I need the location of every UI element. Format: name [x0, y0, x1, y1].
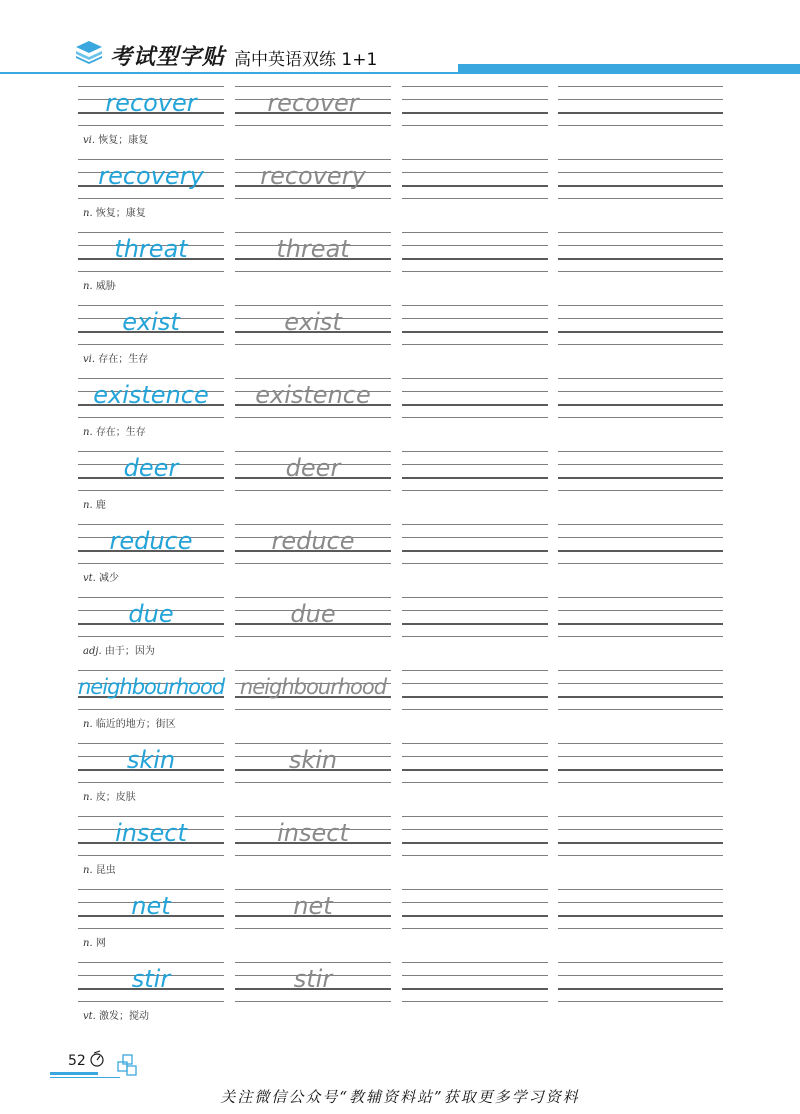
- blank-practice-cell[interactable]: [558, 597, 723, 639]
- guide-line: [402, 232, 548, 233]
- word-meaning: [83, 277, 116, 292]
- guide-line: [235, 636, 391, 637]
- guide-line: [558, 782, 723, 783]
- model-word: threat: [114, 235, 188, 263]
- guide-line: [235, 524, 391, 525]
- guide-line: [235, 271, 391, 272]
- word-cell: [235, 305, 391, 347]
- guide-line: [402, 756, 548, 757]
- definition: 由于；因为: [104, 646, 155, 657]
- word-cell: [78, 962, 224, 1004]
- trace-word: insect: [277, 819, 349, 847]
- guide-line: [402, 417, 548, 418]
- guide-line: [402, 962, 548, 963]
- guide-line: [402, 159, 548, 160]
- blank-practice-cell[interactable]: [402, 451, 548, 493]
- definition: 减少: [99, 573, 120, 584]
- guide-line: [558, 889, 723, 890]
- trace-word: stir: [293, 965, 333, 993]
- guide-line: [558, 524, 723, 525]
- guide-line: [78, 670, 224, 671]
- word-cell: [235, 670, 391, 712]
- word-cell: [235, 451, 391, 493]
- guide-line: [402, 855, 548, 856]
- guide-line: [78, 232, 224, 233]
- guide-line: [402, 318, 548, 319]
- blank-practice-cell[interactable]: [558, 159, 723, 201]
- blank-practice-cell[interactable]: [402, 889, 548, 931]
- guide-line: [235, 490, 391, 491]
- model-word: skin: [126, 746, 176, 774]
- guide-line: [558, 125, 723, 126]
- part-of-speech: adj.: [83, 646, 102, 657]
- guide-line: [558, 915, 723, 917]
- trace-word: recover: [267, 89, 359, 117]
- guide-line: [558, 597, 723, 598]
- word-cell: [78, 232, 224, 274]
- guide-line: [402, 816, 548, 817]
- footer-note: 关注微信公众号“教辅资料站”获取更多学习资料: [220, 1088, 580, 1106]
- guide-line: [558, 258, 723, 260]
- guide-line: [235, 417, 391, 418]
- stacked-book-icon: [74, 38, 104, 64]
- guide-line: [558, 404, 723, 406]
- guide-line: [402, 743, 548, 744]
- guide-line: [402, 99, 548, 100]
- trace-word: existence: [255, 381, 371, 409]
- word-row: [78, 86, 723, 158]
- book-subtitle: 高中英语双练 1+1: [234, 50, 378, 70]
- guide-line: [558, 172, 723, 173]
- guide-line: [402, 842, 548, 844]
- guide-line: [235, 563, 391, 564]
- guide-line: [402, 172, 548, 173]
- guide-line: [558, 344, 723, 345]
- guide-line: [558, 709, 723, 710]
- definition: 网: [95, 938, 106, 949]
- guide-line: [558, 610, 723, 611]
- guide-line: [235, 1001, 391, 1002]
- guide-line: [558, 477, 723, 479]
- guide-line: [558, 185, 723, 187]
- guide-line: [235, 855, 391, 856]
- guide-line: [78, 451, 224, 452]
- definition: 皮；皮肤: [95, 792, 136, 803]
- word-cell: [78, 451, 224, 493]
- guide-line: [558, 112, 723, 114]
- guide-line: [558, 99, 723, 100]
- guide-line: [235, 743, 391, 744]
- blank-practice-cell[interactable]: [558, 962, 723, 1004]
- guide-line: [78, 378, 224, 379]
- guide-line: [558, 816, 723, 817]
- word-cell: [78, 889, 224, 931]
- guide-line: [402, 537, 548, 538]
- word-row: [78, 378, 723, 450]
- guide-line: [235, 305, 391, 306]
- guide-line: [558, 417, 723, 418]
- word-cell: [78, 524, 224, 566]
- word-cell: [235, 378, 391, 420]
- guide-line: [235, 451, 391, 452]
- brand-title: 考试型字贴: [110, 44, 226, 70]
- guide-line: [558, 696, 723, 698]
- word-row: [78, 743, 723, 815]
- guide-line: [558, 331, 723, 333]
- blank-practice-cell[interactable]: [558, 743, 723, 785]
- guide-line: [558, 769, 723, 771]
- guide-line: [558, 962, 723, 963]
- word-meaning: [83, 1007, 149, 1022]
- word-meaning: [83, 861, 116, 876]
- word-cell: [78, 159, 224, 201]
- page-number: 52: [68, 1053, 86, 1069]
- definition: 激发；搅动: [99, 1011, 150, 1022]
- definition: 威胁: [95, 281, 116, 292]
- header-rule: [0, 72, 800, 74]
- model-word: insect: [115, 819, 187, 847]
- guide-line: [402, 769, 548, 771]
- guide-line: [402, 86, 548, 87]
- blank-practice-cell[interactable]: [402, 962, 548, 1004]
- blank-practice-cell[interactable]: [402, 86, 548, 128]
- guide-line: [402, 451, 548, 452]
- guide-line: [78, 743, 224, 744]
- word-cell: [78, 670, 224, 712]
- guide-line: [558, 902, 723, 903]
- footer-rule: [50, 1077, 120, 1078]
- part-of-speech: n.: [83, 500, 93, 511]
- guide-line: [78, 271, 224, 272]
- trace-word: exist: [284, 308, 342, 336]
- trace-word: neighbourhood: [239, 675, 387, 699]
- guide-line: [235, 889, 391, 890]
- guide-line: [78, 709, 224, 710]
- guide-line: [558, 842, 723, 844]
- guide-line: [402, 404, 548, 406]
- guide-line: [402, 125, 548, 126]
- guide-line: [78, 597, 224, 598]
- blank-practice-cell[interactable]: [402, 232, 548, 274]
- guide-line: [402, 623, 548, 625]
- guide-line: [402, 271, 548, 272]
- word-meaning: [83, 204, 146, 219]
- guide-line: [78, 344, 224, 345]
- part-of-speech: vi.: [83, 354, 96, 365]
- word-meaning: [83, 788, 136, 803]
- model-word: exist: [122, 308, 180, 336]
- guide-line: [402, 928, 548, 929]
- guide-line: [402, 550, 548, 552]
- guide-line: [558, 636, 723, 637]
- word-row: [78, 159, 723, 231]
- guide-line: [78, 928, 224, 929]
- guide-line: [402, 597, 548, 598]
- guide-line: [402, 683, 548, 684]
- guide-line: [402, 331, 548, 333]
- guide-line: [558, 232, 723, 233]
- guide-line: [402, 112, 548, 114]
- guide-line: [558, 855, 723, 856]
- word-row: [78, 524, 723, 596]
- word-cell: [78, 305, 224, 347]
- part-of-speech: n.: [83, 938, 93, 949]
- trace-word: due: [290, 600, 336, 628]
- word-cell: [78, 816, 224, 858]
- guide-line: [558, 318, 723, 319]
- guide-line: [558, 1001, 723, 1002]
- guide-line: [558, 537, 723, 538]
- page-header: [0, 0, 800, 80]
- blank-practice-cell[interactable]: [402, 816, 548, 858]
- part-of-speech: vt.: [83, 573, 96, 584]
- blank-practice-cell[interactable]: [558, 451, 723, 493]
- guide-line: [558, 563, 723, 564]
- guide-line: [558, 86, 723, 87]
- guide-line: [402, 185, 548, 187]
- word-cell: [235, 816, 391, 858]
- guide-line: [402, 378, 548, 379]
- guide-line: [558, 271, 723, 272]
- stacked-squares-icon: [117, 1054, 139, 1076]
- word-cell: [78, 597, 224, 639]
- guide-line: [78, 86, 224, 87]
- guide-line: [78, 889, 224, 890]
- guide-line: [558, 928, 723, 929]
- part-of-speech: n.: [83, 427, 93, 438]
- guide-line: [402, 477, 548, 479]
- word-meaning: [83, 423, 146, 438]
- blank-practice-cell[interactable]: [558, 86, 723, 128]
- blank-practice-cell[interactable]: [558, 232, 723, 274]
- word-meaning: [83, 350, 148, 365]
- blank-practice-cell[interactable]: [558, 816, 723, 858]
- guide-line: [558, 756, 723, 757]
- blank-practice-cell[interactable]: [558, 305, 723, 347]
- guide-line: [402, 988, 548, 990]
- word-cell: [235, 159, 391, 201]
- guide-line: [402, 344, 548, 345]
- model-word: stir: [131, 965, 171, 993]
- word-meaning: [83, 642, 155, 657]
- guide-line: [558, 198, 723, 199]
- guide-line: [235, 378, 391, 379]
- guide-line: [78, 816, 224, 817]
- word-cell: [235, 86, 391, 128]
- word-row: [78, 597, 723, 669]
- guide-line: [558, 378, 723, 379]
- guide-line: [235, 597, 391, 598]
- word-row: [78, 451, 723, 523]
- guide-line: [402, 889, 548, 890]
- guide-line: [78, 490, 224, 491]
- guide-line: [558, 743, 723, 744]
- blank-practice-cell[interactable]: [558, 378, 723, 420]
- blank-practice-cell[interactable]: [402, 670, 548, 712]
- guide-line: [235, 928, 391, 929]
- guide-line: [402, 829, 548, 830]
- guide-line: [235, 709, 391, 710]
- word-meaning: [83, 496, 106, 511]
- blank-practice-cell[interactable]: [558, 670, 723, 712]
- guide-line: [235, 232, 391, 233]
- guide-line: [558, 159, 723, 160]
- trace-word: recovery: [260, 162, 366, 190]
- guide-line: [558, 490, 723, 491]
- model-word: deer: [123, 454, 179, 482]
- guide-line: [78, 524, 224, 525]
- guide-line: [78, 1001, 224, 1002]
- model-word: existence: [93, 381, 209, 409]
- word-meaning: [83, 569, 119, 584]
- guide-line: [78, 782, 224, 783]
- guide-line: [235, 344, 391, 345]
- clock-pen-icon: [89, 1050, 105, 1068]
- guide-line: [402, 245, 548, 246]
- definition: 恢复；康复: [95, 208, 146, 219]
- guide-line: [558, 829, 723, 830]
- trace-word: skin: [288, 746, 338, 774]
- part-of-speech: n.: [83, 208, 93, 219]
- trace-word: deer: [285, 454, 341, 482]
- guide-line: [402, 198, 548, 199]
- guide-line: [402, 915, 548, 917]
- guide-line: [558, 988, 723, 990]
- word-row: [78, 889, 723, 961]
- word-row: [78, 670, 723, 742]
- guide-line: [402, 1001, 548, 1002]
- blank-practice-cell[interactable]: [402, 305, 548, 347]
- word-meaning: [83, 131, 148, 146]
- word-cell: [78, 743, 224, 785]
- guide-line: [402, 670, 548, 671]
- word-row: [78, 232, 723, 304]
- guide-line: [78, 563, 224, 564]
- blank-practice-cell[interactable]: [402, 378, 548, 420]
- trace-word: reduce: [271, 527, 355, 555]
- part-of-speech: n.: [83, 281, 93, 292]
- guide-line: [235, 816, 391, 817]
- guide-line: [78, 962, 224, 963]
- trace-word: threat: [276, 235, 350, 263]
- word-meaning: [83, 934, 106, 949]
- guide-line: [558, 464, 723, 465]
- guide-line: [402, 709, 548, 710]
- trace-word: net: [293, 892, 333, 920]
- guide-line: [402, 305, 548, 306]
- definition: 临近的地方；街区: [95, 719, 176, 730]
- model-word: reduce: [109, 527, 193, 555]
- word-cell: [235, 962, 391, 1004]
- blank-practice-cell[interactable]: [558, 524, 723, 566]
- blank-practice-cell[interactable]: [402, 524, 548, 566]
- guide-line: [558, 245, 723, 246]
- model-word: recovery: [98, 162, 204, 190]
- guide-line: [402, 464, 548, 465]
- guide-line: [558, 305, 723, 306]
- guide-line: [558, 451, 723, 452]
- guide-line: [402, 563, 548, 564]
- blank-practice-cell[interactable]: [402, 597, 548, 639]
- word-row: [78, 305, 723, 377]
- guide-line: [78, 198, 224, 199]
- guide-line: [78, 125, 224, 126]
- guide-line: [402, 610, 548, 611]
- header-accent-bar: [458, 64, 800, 72]
- guide-line: [402, 782, 548, 783]
- word-row: [78, 816, 723, 888]
- word-cell: [235, 889, 391, 931]
- model-word: net: [131, 892, 171, 920]
- definition: 存在；生存: [98, 354, 149, 365]
- guide-line: [402, 975, 548, 976]
- part-of-speech: vt.: [83, 1011, 96, 1022]
- guide-line: [78, 305, 224, 306]
- guide-line: [235, 125, 391, 126]
- part-of-speech: n.: [83, 792, 93, 803]
- definition: 鹿: [95, 500, 106, 511]
- guide-line: [402, 636, 548, 637]
- footer-accent-bar: [50, 1072, 98, 1075]
- word-cell: [235, 597, 391, 639]
- guide-line: [235, 962, 391, 963]
- guide-line: [558, 975, 723, 976]
- model-word: due: [128, 600, 174, 628]
- word-cell: [235, 524, 391, 566]
- word-cell: [78, 378, 224, 420]
- guide-line: [558, 391, 723, 392]
- part-of-speech: n.: [83, 719, 93, 730]
- word-cell: [78, 86, 224, 128]
- guide-line: [402, 391, 548, 392]
- guide-line: [78, 855, 224, 856]
- word-row: [78, 962, 723, 1034]
- guide-line: [402, 696, 548, 698]
- blank-practice-cell[interactable]: [402, 743, 548, 785]
- word-cell: [235, 743, 391, 785]
- guide-line: [78, 417, 224, 418]
- blank-practice-cell[interactable]: [402, 159, 548, 201]
- guide-line: [235, 782, 391, 783]
- blank-practice-cell[interactable]: [558, 889, 723, 931]
- definition: 存在；生存: [95, 427, 146, 438]
- guide-line: [558, 550, 723, 552]
- guide-line: [402, 490, 548, 491]
- word-meaning: [83, 715, 176, 730]
- guide-line: [558, 623, 723, 625]
- guide-line: [235, 86, 391, 87]
- part-of-speech: vi.: [83, 135, 96, 146]
- guide-line: [78, 159, 224, 160]
- guide-line: [78, 636, 224, 637]
- guide-line: [558, 670, 723, 671]
- model-word: recover: [105, 89, 197, 117]
- definition: 昆虫: [95, 865, 116, 876]
- definition: 恢复；康复: [98, 135, 149, 146]
- guide-line: [235, 670, 391, 671]
- guide-line: [558, 683, 723, 684]
- guide-line: [402, 902, 548, 903]
- model-word: neighbourhood: [78, 675, 225, 699]
- guide-line: [402, 258, 548, 260]
- word-cell: [235, 232, 391, 274]
- guide-line: [402, 524, 548, 525]
- guide-line: [235, 159, 391, 160]
- part-of-speech: n.: [83, 865, 93, 876]
- guide-line: [235, 198, 391, 199]
